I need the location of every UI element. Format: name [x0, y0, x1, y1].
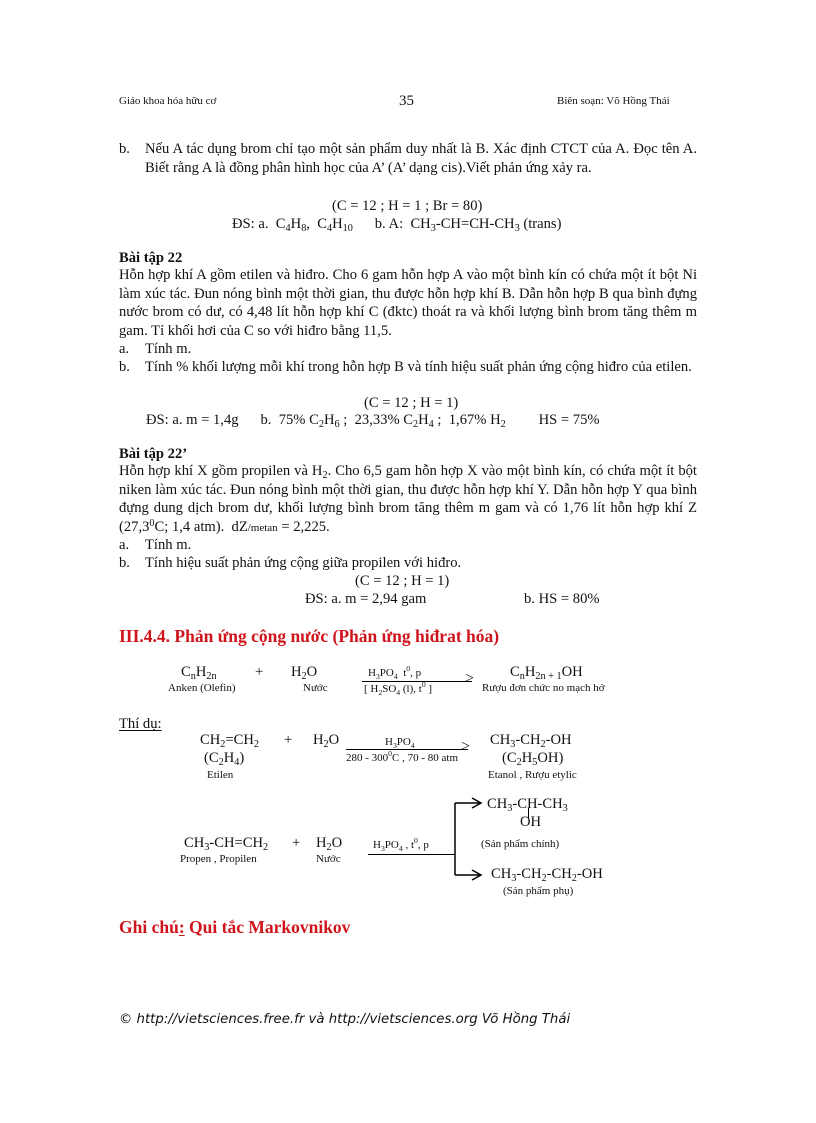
r2-catalyst: $H_3PO_4$ , $t^0$, p: [373, 836, 429, 853]
prev-answer-prefix: ĐS: a.: [232, 216, 269, 232]
bt22-ans-b-values: 75% $C_2H_6$ ; 23,33% $C_2H_4$ ; 1,67% $H_2$: [275, 412, 506, 430]
gen-product-label: Rượu đơn chức no mạch hở: [482, 682, 605, 694]
r1-reactant-label: Etilen: [207, 769, 234, 781]
r1-arrow-line: [346, 749, 468, 750]
bt22p-b-text: Tính hiệu suất phản ứng cộng giữa propilen với hiđro.: [145, 555, 462, 571]
bt22p-a-label: a.: [119, 537, 130, 553]
bt22p-ans-b: b. HS = 80%: [524, 591, 600, 607]
r1-water: $H_2O$: [313, 732, 340, 750]
r1-product-formula: $(C_2H_5OH)$: [502, 750, 564, 768]
r2-plus: +: [292, 835, 301, 851]
r2-main-label: (Sản phẩm chính): [481, 838, 560, 850]
header-left: Giáo khoa hóa hữu cơ: [119, 95, 217, 107]
bt22p-masses: (C = 12 ; H = 1): [355, 573, 450, 589]
gen-reactant1: $C_nH_{2n}$: [181, 664, 217, 682]
note: [119, 917, 350, 938]
bt22-masses: (C = 12 ; H = 1): [364, 395, 459, 411]
bt22p-ans-a: ĐS: a. m = 2,94 gam: [305, 591, 427, 607]
bt22-title: Bài tập 22: [119, 250, 183, 266]
gen-reactant2-label: Nước: [303, 682, 328, 694]
bt22-ans-a: ĐS: a. m = 1,4g: [146, 412, 239, 428]
prev-b-text: Nếu A tác dụng brom chỉ tạo một sản phẩm duy nhất là B. Xác định CTCT của A. Đọc tên A. Biết rằng A là đồng phân hình học của A’ (A’ dạng cis).Viết phản ứng xảy ra.: [145, 141, 697, 176]
example-label: [119, 715, 162, 733]
bt22p-text: Hỗn hợp khí X gồm propilen và $H_2$. Cho 6,5 gam hỗn hợp X vào một bình kín, có chứa một ít bột niken làm xúc tác. Đun nóng bình một thời gian, thu được hỗn hợp khí Y. Dẫn hỗn hợp Y qua bình đựng dung dịch brom dư, khối lượng bình brom tăng thêm m gam và có 1,76 lít hỗn hợp khí Z (27,3$^0$C; 1,4 atm). dZ/metan = 2,225.: [119, 463, 697, 535]
r1-arrow-head: >: [461, 738, 471, 755]
r2-side-label: (Sản phẩm phụ): [503, 885, 574, 897]
gen-catalyst-bottom: [ $H_2SO_4$ (l), $t^0$ ]: [364, 680, 433, 697]
r2-reactant-label: Propen , Propilen: [180, 853, 257, 865]
prev-masses: (C = 12 ; H = 1 ; Br = 80): [332, 198, 483, 214]
bt22-ans-b-label: b.: [260, 412, 272, 428]
r1-product-label: Etanol , Rượu etylic: [488, 769, 577, 781]
note-colon: :: [178, 917, 185, 937]
r1-product: $CH_3-CH_2-OH$: [490, 732, 572, 750]
section-title: III.4.4. Phản ứng cộng nước (Phản ứng hiđrat hóa): [119, 626, 500, 646]
bt22-ans-hs: HS = 75%: [538, 412, 600, 428]
prev-b-label: b.: [119, 141, 130, 157]
note-text: Qui tắc Markovnikov: [184, 917, 351, 937]
r2-side-product: $CH_3-CH_2-CH_2-OH$: [491, 866, 603, 884]
r2-water: $H_2O$: [316, 835, 343, 853]
bt22p-title: Bài tập 22’: [119, 446, 188, 462]
header-right: Biên soạn: Võ Hồng Thái: [557, 95, 670, 107]
gen-arrow-head: >: [465, 670, 475, 687]
gen-product: $C_nH_{2n + 1}OH$: [510, 664, 583, 682]
r1-plus: +: [284, 732, 293, 748]
gen-reactant1-label: Anken (Olefin): [168, 682, 236, 694]
page-number: 35: [399, 93, 414, 109]
prev-answer-formulas: $C_4H_8$, $C_4H_{10}$: [272, 216, 353, 234]
r2-oh: OH: [520, 814, 542, 830]
prev-answer-structure: $CH_3-CH=CH-CH_3$ (trans): [406, 216, 562, 234]
r2-main-product: $CH_3-CH-CH_3$: [487, 796, 568, 814]
bt22-a-label: a.: [119, 341, 130, 357]
prev-answer: [232, 215, 561, 233]
bt22-answer: [146, 411, 600, 429]
r2-water-label: Nước: [316, 853, 341, 865]
gen-arrow-line: [362, 681, 472, 682]
r2-arrow-line: [368, 854, 455, 855]
r1-conditions: $280 - 300^0C$ , 70 - 80 atm: [346, 749, 459, 764]
gen-catalyst-top: $H_3PO_4$ $t^0$, p: [368, 664, 422, 681]
bt22-text: Hỗn hợp khí A gồm etilen và hiđro. Cho 6 gam hỗn hợp A vào một bình kín có chứa một ít bột Ni làm xúc tác. Đun nóng bình một thời gian, thu được hỗn hợp khí B. Dẫn hỗn hợp B qua bình đựng nước brom có dư, có 4,48 lít hỗn hợp khí C (đktc) thoát ra và khối lượng bình brom tăng thêm m gam. Tỉ khối hơi của C so với hiđro bằng 11,5.: [119, 267, 697, 339]
example-label-text: Thí dụ:: [119, 716, 162, 732]
bt22p-a-text: Tính m.: [145, 537, 192, 553]
bt22-a-text: Tính m.: [145, 341, 192, 357]
gen-water: $H_2O$: [291, 664, 318, 682]
note-prefix: Ghi chú: [119, 917, 179, 937]
bt22-b-text: Tính % khối lượng mỗi khí trong hỗn hợp B và tính hiệu suất phản ứng cộng hiđro của etilen.: [145, 359, 692, 375]
r1-reactant: $CH_2=CH_2$: [200, 732, 260, 750]
gen-plus: +: [255, 664, 264, 680]
bt22-b-label: b.: [119, 359, 130, 375]
r1-catalyst: $H_3PO_4$: [385, 736, 415, 750]
footer-credit: © http://vietsciences.free.fr và http://vietsciences.org Võ Hồng Thái: [119, 1012, 571, 1027]
bt22p-b-label: b.: [119, 555, 130, 571]
r1-reactant-formula: $(C_2H_4)$: [204, 750, 245, 768]
prev-answer-b: b. A:: [374, 216, 404, 232]
r2-reactant: $CH_3-CH=CH_2$: [184, 835, 269, 853]
